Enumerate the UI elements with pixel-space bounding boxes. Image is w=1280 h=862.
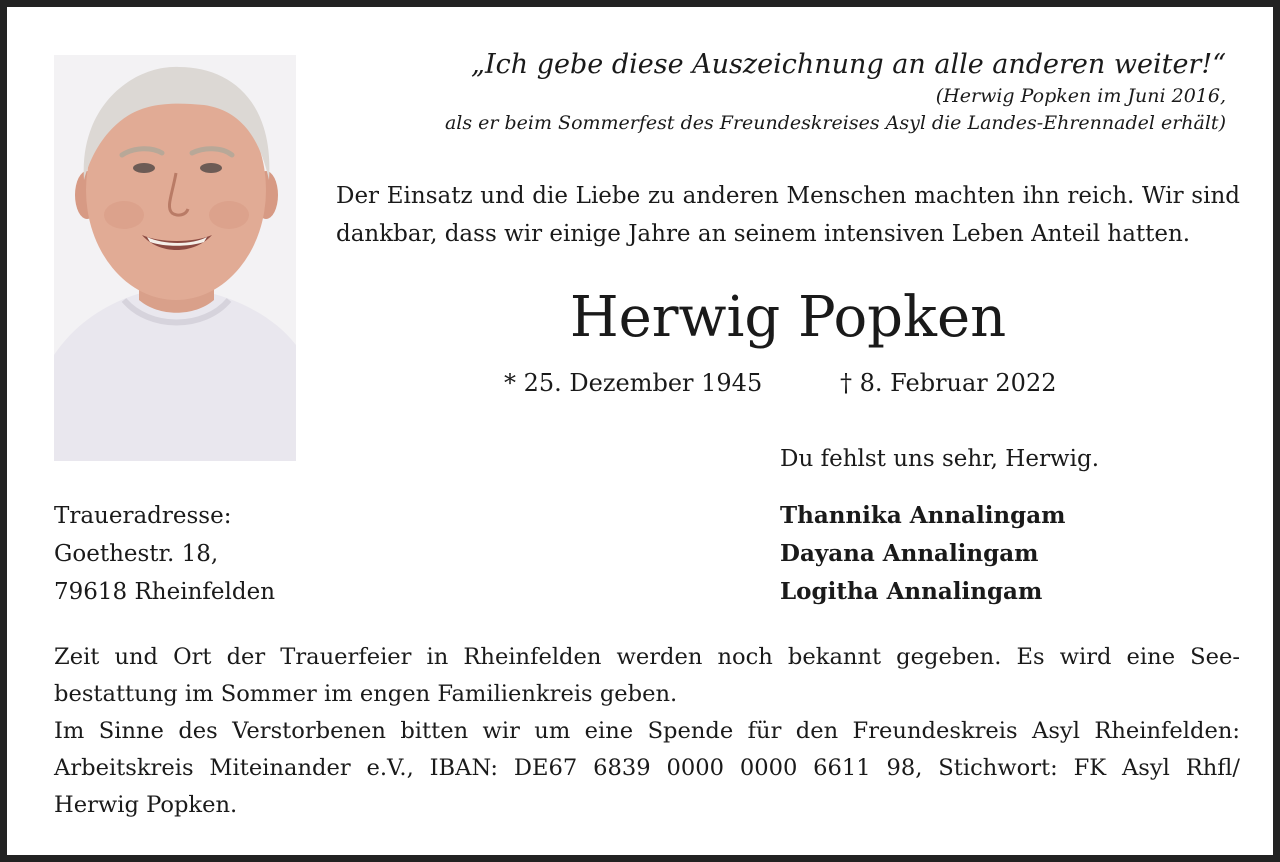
intro-paragraph bbox=[336, 177, 1240, 253]
portrait-photo bbox=[54, 55, 296, 461]
quote-block bbox=[445, 47, 1226, 137]
signer-name: Dayana Annalingam bbox=[780, 540, 1039, 567]
address-street: Goethestr. 18, bbox=[54, 541, 219, 567]
signers-list bbox=[780, 497, 1065, 611]
footer-line-5: Herwig Popken. bbox=[54, 792, 238, 818]
address-city: 79618 Rheinfelden bbox=[54, 579, 276, 605]
intro-line-1: Der Einsatz und die Liebe zu anderen Menschen machten ihn reich. Wir sind bbox=[336, 183, 1240, 209]
signer-name: Thannika Annalingam bbox=[780, 502, 1066, 529]
footer-line-2: bestattung im Sommer im engen Familienkreis geben. bbox=[54, 681, 678, 707]
death-date: † 8. Februar 2022 bbox=[840, 369, 1057, 397]
quote-source-line-2: als er beim Sommerfest des Freundeskreises Asyl die Landes-Ehrennadel erhält) bbox=[444, 112, 1226, 134]
farewell-line: Du fehlst uns sehr, Herwig. bbox=[780, 446, 1100, 472]
portrait-illustration bbox=[54, 55, 296, 461]
quote-source-line-1: (Herwig Popken im Juni 2016, bbox=[935, 85, 1226, 107]
footer-line-4: Arbeitskreis Miteinander e.V., IBAN: DE67 6839 0000 0000 6611 98, Stichwort: FK Asyl Rhfl/ bbox=[54, 755, 1240, 781]
intro-line-2: dankbar, dass wir einige Jahre an seinem intensiven Leben Anteil hatten. bbox=[336, 221, 1191, 247]
footer-line-1: Zeit und Ort der Trauerfeier in Rheinfelden werden noch bekannt gegeben. Es wird eine See- bbox=[54, 644, 1240, 670]
footer-paragraph bbox=[54, 639, 1240, 824]
quote-text: „Ich gebe diese Auszeichnung an alle anderen weiter!“ bbox=[470, 49, 1226, 80]
mourning-address bbox=[54, 497, 275, 611]
footer-line-3: Im Sinne des Verstorbenen bitten wir um eine Spende für den Freundeskreis Asyl Rheinfelden: bbox=[54, 718, 1240, 744]
deceased-name: Herwig Popken bbox=[569, 285, 1007, 350]
signer-name: Logitha Annalingam bbox=[780, 578, 1043, 605]
birth-date: * 25. Dezember 1945 bbox=[504, 369, 763, 397]
address-label: Traueradresse: bbox=[54, 503, 232, 529]
